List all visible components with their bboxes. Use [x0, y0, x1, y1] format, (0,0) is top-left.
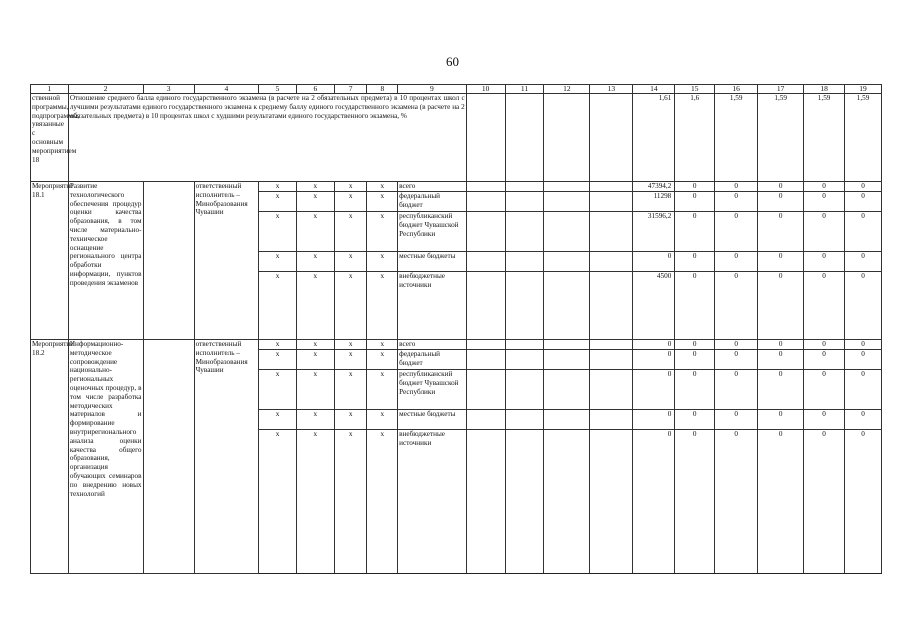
- amount: 0: [675, 272, 715, 340]
- amount: 0: [845, 252, 882, 272]
- x-mark: х: [296, 182, 334, 192]
- amount: 0: [845, 192, 882, 212]
- x-mark: х: [259, 212, 297, 252]
- x-mark: х: [334, 410, 367, 430]
- column-number-row: [31, 85, 882, 94]
- funding-source: федеральный бюджет: [398, 350, 467, 370]
- funding-source: республиканский бюджет Чувашской Республики: [398, 212, 467, 252]
- x-mark: х: [296, 192, 334, 212]
- x-mark: х: [367, 212, 398, 252]
- x-mark: х: [367, 350, 398, 370]
- amount: 0: [758, 272, 804, 340]
- measure-executor: ответственный исполнитель – Минобразования Чувашии: [194, 340, 258, 574]
- col-header: 4: [194, 85, 258, 94]
- amount: 0: [758, 430, 804, 574]
- x-mark: х: [367, 430, 398, 574]
- amount: 0: [633, 370, 675, 410]
- measure-code: Мероприятие 18.2: [31, 340, 69, 574]
- col-header: 10: [466, 85, 505, 94]
- x-mark: х: [259, 410, 297, 430]
- amount: 0: [845, 370, 882, 410]
- indicator-value: 1,6: [675, 94, 715, 182]
- col-header: 6: [296, 85, 334, 94]
- amount: 0: [804, 430, 845, 574]
- indicator-value: 1,59: [758, 94, 804, 182]
- amount: 31596,2: [633, 212, 675, 252]
- amount: 0: [633, 430, 675, 574]
- amount: 0: [758, 212, 804, 252]
- amount: 0: [758, 340, 804, 350]
- amount: 0: [715, 370, 758, 410]
- amount: 0: [804, 252, 845, 272]
- x-mark: х: [334, 182, 367, 192]
- amount: 0: [633, 350, 675, 370]
- indicator-value: 1,59: [715, 94, 758, 182]
- x-mark: х: [259, 192, 297, 212]
- col-header: 1: [31, 85, 69, 94]
- funding-source: внебюджетные источники: [398, 272, 467, 340]
- amount: 0: [633, 252, 675, 272]
- col-header: 2: [68, 85, 143, 94]
- x-mark: х: [296, 340, 334, 350]
- indicator-value: 1,59: [845, 94, 882, 182]
- x-mark: х: [367, 192, 398, 212]
- amount: 0: [845, 350, 882, 370]
- x-mark: х: [259, 272, 297, 340]
- measure-name: Развитие технологического обеспечения процедур оценки качества образования, в том числе материально-техническое оснащение регионального центра обработки информации, пунктов проведения экзаменов: [68, 182, 143, 340]
- col-header: 8: [367, 85, 398, 94]
- amount: 0: [804, 350, 845, 370]
- measure-name: Информационно-методическое сопровождение национально-региональных оценочных процедур, в том числе разработка методических материалов и формирование внутрирегионального анализа оценки качества общего образования, организация обучающих семинаров по внедрению новых технологий: [68, 340, 143, 574]
- amount: 0: [633, 410, 675, 430]
- amount: 47394,2: [633, 182, 675, 192]
- x-mark: х: [334, 350, 367, 370]
- amount: 0: [758, 370, 804, 410]
- x-mark: х: [296, 212, 334, 252]
- amount: 0: [758, 350, 804, 370]
- x-mark: х: [259, 370, 297, 410]
- col-header: 9: [398, 85, 467, 94]
- x-mark: х: [296, 370, 334, 410]
- x-mark: х: [334, 370, 367, 410]
- col-header: 13: [590, 85, 633, 94]
- amount: 0: [675, 410, 715, 430]
- amount: 0: [715, 272, 758, 340]
- col-header: 15: [675, 85, 715, 94]
- x-mark: х: [259, 340, 297, 350]
- x-mark: х: [367, 272, 398, 340]
- x-mark: х: [259, 252, 297, 272]
- indicator-text: Отношение среднего балла единого государственного экзамена (в расчете на 2 обязательных предмета) в 10 процентах школ с лучшими результатами единого государственного экзамена к среднему баллу единого государственного экзамена (в расчете на 2 обязательных предмета) в 10 процентах школ с худшими результатами единого государственного экзамена, %: [68, 94, 466, 182]
- amount: 0: [675, 252, 715, 272]
- amount: 0: [845, 272, 882, 340]
- funding-source: республиканский бюджет Чувашской Республики: [398, 370, 467, 410]
- funding-source: внебюджетные источники: [398, 430, 467, 574]
- x-mark: х: [334, 430, 367, 574]
- amount: 0: [758, 252, 804, 272]
- x-mark: х: [334, 252, 367, 272]
- amount: 0: [675, 340, 715, 350]
- indicator-scope: ственной программы, подпрограммы, увязанные с основным мероприятием 18: [31, 94, 69, 182]
- x-mark: х: [367, 410, 398, 430]
- col-header: 16: [715, 85, 758, 94]
- measure-executor: ответственный исполнитель – Минобразования Чувашии: [194, 182, 258, 340]
- indicator-row: [31, 94, 882, 182]
- amount: 0: [804, 272, 845, 340]
- amount: 0: [715, 192, 758, 212]
- funding-source: местные бюджеты: [398, 410, 467, 430]
- amount: 0: [758, 182, 804, 192]
- col-header: 19: [845, 85, 882, 94]
- x-mark: х: [334, 272, 367, 340]
- amount: 0: [804, 182, 845, 192]
- amount: 0: [715, 212, 758, 252]
- col-header: 14: [633, 85, 675, 94]
- amount: 4500: [633, 272, 675, 340]
- amount: 0: [715, 252, 758, 272]
- x-mark: х: [334, 192, 367, 212]
- col-header: 5: [259, 85, 297, 94]
- amount: 0: [845, 410, 882, 430]
- x-mark: х: [259, 430, 297, 574]
- page-number: 60: [446, 54, 459, 69]
- x-mark: х: [334, 212, 367, 252]
- x-mark: х: [296, 350, 334, 370]
- indicator-value: 1,61: [633, 94, 675, 182]
- amount: 0: [845, 430, 882, 574]
- amount: 0: [804, 370, 845, 410]
- measure-row: [31, 182, 882, 192]
- amount: 0: [675, 430, 715, 574]
- funding-source: всего: [398, 182, 467, 192]
- amount: 0: [845, 182, 882, 192]
- amount: 0: [804, 192, 845, 212]
- x-mark: х: [259, 350, 297, 370]
- amount: 0: [633, 340, 675, 350]
- amount: 0: [758, 192, 804, 212]
- amount: 0: [758, 410, 804, 430]
- amount: 0: [715, 182, 758, 192]
- funding-source: федеральный бюджет: [398, 192, 467, 212]
- x-mark: х: [334, 340, 367, 350]
- amount: 0: [804, 410, 845, 430]
- x-mark: х: [296, 272, 334, 340]
- amount: 0: [675, 182, 715, 192]
- x-mark: х: [296, 430, 334, 574]
- x-mark: х: [367, 182, 398, 192]
- x-mark: х: [367, 340, 398, 350]
- col-header: 7: [334, 85, 367, 94]
- amount: 0: [715, 350, 758, 370]
- measure-code: Мероприятие 18.1: [31, 182, 69, 340]
- x-mark: х: [367, 252, 398, 272]
- x-mark: х: [296, 410, 334, 430]
- indicator-value: 1,59: [804, 94, 845, 182]
- col-header: 12: [544, 85, 590, 94]
- col-header: 11: [505, 85, 544, 94]
- amount: 0: [804, 212, 845, 252]
- amount: 11298: [633, 192, 675, 212]
- amount: 0: [715, 430, 758, 574]
- x-mark: х: [296, 252, 334, 272]
- amount: 0: [675, 212, 715, 252]
- funding-source: всего: [398, 340, 467, 350]
- col-header: 17: [758, 85, 804, 94]
- amount: 0: [715, 340, 758, 350]
- amount: 0: [715, 410, 758, 430]
- col-header: 3: [143, 85, 194, 94]
- amount: 0: [675, 370, 715, 410]
- amount: 0: [675, 192, 715, 212]
- measure-row: [31, 340, 882, 350]
- amount: 0: [804, 340, 845, 350]
- funding-source: местные бюджеты: [398, 252, 467, 272]
- x-mark: х: [367, 370, 398, 410]
- amount: 0: [845, 340, 882, 350]
- amount: 0: [675, 350, 715, 370]
- x-mark: х: [259, 182, 297, 192]
- budget-table: [30, 84, 882, 574]
- col-header: 18: [804, 85, 845, 94]
- amount: 0: [845, 212, 882, 252]
